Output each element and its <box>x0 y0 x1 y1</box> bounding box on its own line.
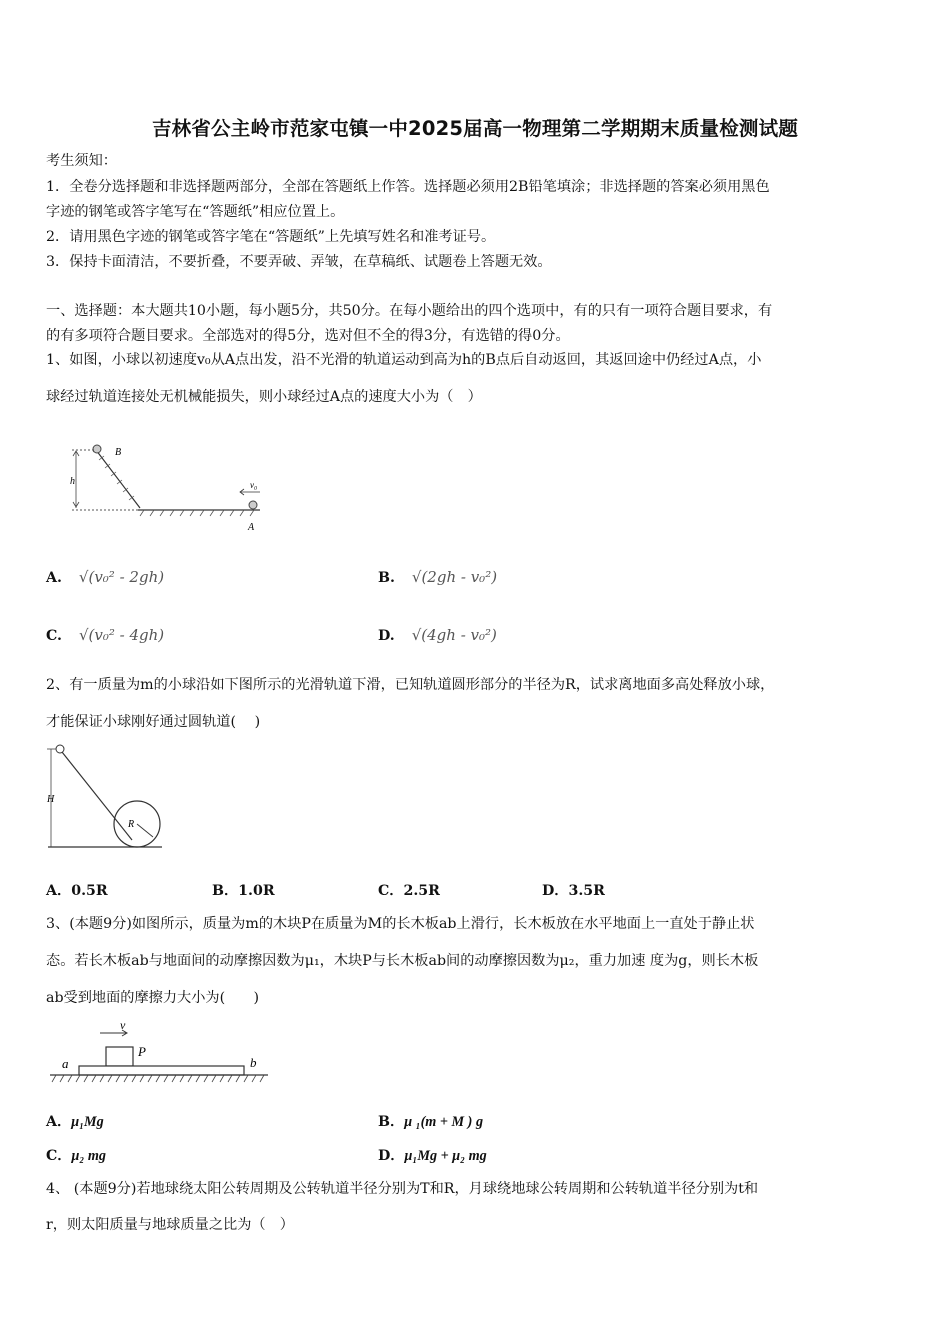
q1-option-d-label: D. <box>378 628 395 644</box>
q3-option-b <box>378 1111 483 1131</box>
q3-option-a <box>46 1111 104 1131</box>
q1-option-a-label: A. <box>46 570 62 586</box>
q3-option-c-value: μ₂ mg <box>71 1148 106 1164</box>
block-p <box>106 1047 133 1066</box>
q3-option-a-value: μ₁Mg <box>71 1114 104 1130</box>
label-r: R <box>128 819 135 830</box>
label-h-height: H <box>47 794 55 805</box>
label-v0: v₀ <box>250 480 258 490</box>
label-b: b <box>250 1055 257 1070</box>
label-h: h <box>70 476 75 487</box>
label-p: P <box>138 1044 146 1059</box>
notice-item-1-cont: 字迹的钢笔或答字笔写在“答题纸”相应位置上。 <box>46 204 345 220</box>
label-a: a <box>62 1056 69 1071</box>
ball-at-a <box>249 501 257 509</box>
q2-option-c: C．2.5R <box>378 883 440 899</box>
notice-item-3: 3．保持卡面清洁，不要折叠，不要弄破、弄皱，在草稿纸、试题卷上答题无效。 <box>46 254 552 270</box>
q3-option-b-value: μ ₁(m + M ) g <box>404 1114 484 1130</box>
q3-option-d-value: μ₁Mg + μ₂ mg <box>404 1148 487 1164</box>
q3-stem-line3: ab受到地面的摩擦力大小为( ) <box>46 990 260 1006</box>
q1-stem-line2: 球经过轨道连接处无机械能损失，则小球经过A点的速度大小为（ ） <box>46 389 482 405</box>
q3-stem-line1: 3、(本题9分)如图所示，质量为m的木块P在质量为M的长木板ab上滑行，长木板放在水平地面上一直处于静止状 <box>46 916 755 932</box>
q3-option-d-label: D． <box>378 1148 405 1164</box>
q1-option-a-value: √(v₀² - 2gh) <box>78 568 165 586</box>
q2-ball <box>56 745 64 753</box>
q1-option-a <box>46 568 164 586</box>
q2-stem-line1: 2、有一质量为m的小球沿如下图所示的光滑轨道下滑，已知轨道圆形部分的半径为R，试求离地面多高处释放小球， <box>46 677 775 693</box>
ball-at-b <box>93 445 101 453</box>
q1-stem-line1: 1、如图，小球以初速度v₀从A点出发，沿不光滑的轨道运动到高为h的B点后自动返回，其返回途中仍经过A点，小 <box>46 352 762 368</box>
q1-option-c-value: √(v₀² - 4gh) <box>78 626 165 644</box>
q2-option-d: D．3.5R <box>542 883 605 899</box>
label-a: A <box>248 522 255 533</box>
q1-figure <box>60 440 280 535</box>
q2-option-a: A．0.5R <box>46 883 108 899</box>
page-title: 吉林省公主岭市范家屯镇一中2025届高一物理第二学期期末质量检测试题 <box>151 117 799 140</box>
q4-stem-line1: 4、 (本题9分)若地球绕太阳公转周期及公转轨道半径分别为T和R，月球绕地球公转周期和公转轨道半径分别为t和 <box>46 1181 759 1197</box>
notice-item-1: 1．全卷分选择题和非选择题两部分，全部在答题纸上作答。选择题必须用2B铅笔填涂；非选择题的答案必须用黑色 <box>46 179 770 195</box>
q1-option-d <box>378 626 497 644</box>
q2-option-b: B．1.0R <box>212 883 275 899</box>
q3-stem-line2: 态。若长木板ab与地面间的动摩擦因数为μ₁，木块P与长木板ab间的动摩擦因数为μ₂，重力加速 度为g，则长木板 <box>46 953 759 969</box>
q3-option-b-label: B． <box>378 1114 405 1130</box>
q1-option-c <box>46 626 164 644</box>
notice-heading: 考生须知： <box>46 153 117 169</box>
q3-option-d <box>378 1145 487 1165</box>
q2-figure <box>44 742 169 854</box>
q1-option-b-label: B. <box>378 570 395 586</box>
section-intro-line2: 的有多项符合题目要求。全部选对的得5分，选对但不全的得3分，有选错的得0分。 <box>46 328 570 344</box>
q2-stem-line2: 才能保证小球刚好通过圆轨道( ) <box>46 714 261 730</box>
notice-item-2: 2．请用黑色字迹的钢笔或答字笔在“答题纸”上先填写姓名和准考证号。 <box>46 229 496 245</box>
q3-option-c <box>46 1145 106 1165</box>
q4-stem-line2: r，则太阳质量与地球质量之比为（ ） <box>46 1217 294 1233</box>
label-v: v <box>120 1018 126 1032</box>
q3-figure <box>44 1018 274 1088</box>
q1-option-c-label: C. <box>46 628 62 644</box>
q1-option-b-value: √(2gh - v₀²) <box>411 568 498 586</box>
q1-option-d-value: √(4gh - v₀²) <box>411 626 497 644</box>
board-ab <box>79 1066 244 1075</box>
label-b: B <box>115 447 122 458</box>
q1-option-b <box>378 568 497 586</box>
q3-option-a-label: A． <box>46 1114 72 1130</box>
q3-option-c-label: C． <box>46 1148 72 1164</box>
section-intro-line1: 一、选择题：本大题共10小题，每小题5分，共50分。在每小题给出的四个选项中，有的只有一项符合题目要求，有 <box>46 303 773 319</box>
